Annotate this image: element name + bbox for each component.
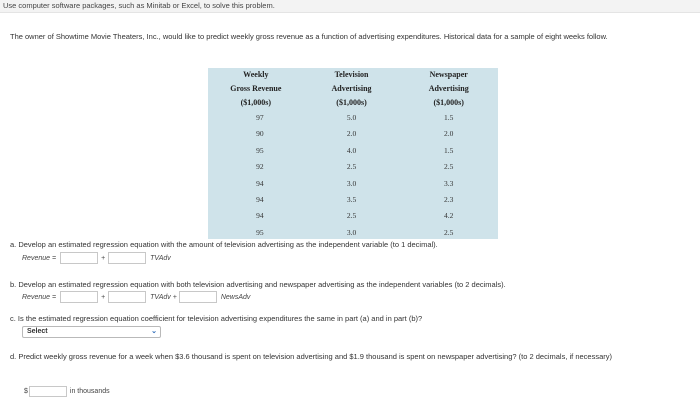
table-row	[208, 192, 498, 208]
table-cell: 92	[256, 162, 264, 172]
table-cell: 1.5	[444, 145, 454, 155]
question-d: d. Predict weekly gross revenue for a week when $3.6 thousand is spent on television advertising and $1.9 thousand is spent on newspaper advertising? (to 2 decimals, if necessary)	[10, 352, 613, 361]
intercept-b-input[interactable]	[60, 291, 98, 303]
table-cell: 2.3	[444, 195, 454, 205]
table-cell: 95	[256, 145, 264, 155]
unit-label: in thousands	[69, 388, 110, 395]
table-row	[208, 110, 498, 126]
header-revenue-1: Weekly	[243, 70, 269, 79]
problem-intro: The owner of Showtime Movie Theaters, Inc., would like to predict weekly gross revenue as a function of advertising expenditures. Historical data for a sample of eight weeks follow.	[10, 32, 608, 41]
plus-sign: +	[101, 254, 106, 262]
equation-b	[22, 291, 250, 303]
table-row	[208, 225, 498, 241]
header-tv-1: Television	[334, 70, 369, 79]
table-cell: 94	[256, 178, 264, 188]
select-value: Select	[27, 328, 48, 335]
table-cell: 3.0	[346, 227, 357, 237]
tv-coef-a-input[interactable]	[108, 252, 146, 264]
table-cell: 2.0	[444, 129, 454, 139]
answer-d	[24, 386, 110, 397]
header-news-1: Newspaper	[429, 70, 468, 79]
header-news-2: Advertising	[428, 84, 469, 93]
tvadv-label: TVAdv +	[150, 293, 177, 301]
revenue-label: Revenue =	[22, 293, 57, 301]
header-tv-2: Advertising	[331, 84, 372, 93]
table-row	[208, 143, 498, 159]
table-cell: 3.3	[444, 178, 454, 188]
table-cell: 2.0	[346, 129, 357, 139]
news-coef-b-input[interactable]	[179, 291, 217, 303]
header-tv-3: ($1,000s)	[336, 98, 367, 107]
table-cell: 3.0	[346, 178, 357, 188]
instructions-bar	[0, 0, 700, 13]
newsadv-label: NewsAdv	[220, 293, 251, 301]
table-cell: 95	[256, 227, 264, 237]
question-b: b. Develop an estimated regression equation with both television advertising and newspaper advertising as the independent variables (to 2 decimals).	[10, 280, 506, 289]
table-cell: 2.5	[346, 211, 357, 221]
table-row	[208, 208, 498, 224]
answer-c-select[interactable]	[22, 326, 161, 338]
table-cell: 97	[256, 113, 264, 122]
table-cell: 94	[256, 211, 264, 221]
header-revenue-3: ($1,000s)	[240, 98, 272, 107]
table-row	[208, 176, 498, 192]
plus-sign: +	[101, 293, 106, 301]
tvadv-label: TVAdv	[150, 254, 171, 262]
prediction-input[interactable]	[29, 386, 67, 397]
table-cell: 2.5	[444, 162, 454, 172]
dollar-sign: $	[24, 388, 28, 395]
instructions-text: Use computer software packages, such as Minitab or Excel, to solve this problem.	[3, 1, 275, 10]
chevron-down-icon: ⌄	[151, 328, 157, 335]
table-cell: 94	[256, 195, 264, 205]
header-revenue-2: Gross Revenue	[230, 84, 282, 93]
tv-coef-b-input[interactable]	[108, 291, 146, 303]
table-cell: 4.2	[444, 211, 454, 221]
table-row	[208, 126, 498, 142]
table-cell: 2.5	[444, 227, 454, 237]
intercept-a-input[interactable]	[60, 252, 98, 264]
equation-a	[22, 252, 171, 264]
header-news-3: ($1,000s)	[433, 98, 464, 107]
revenue-label: Revenue =	[22, 254, 57, 262]
table-cell: 3.5	[346, 195, 357, 205]
table-cell: 2.5	[346, 162, 357, 172]
table-cell: 5.0	[346, 113, 357, 122]
table-row	[208, 159, 498, 175]
table-cell: 1.5	[444, 113, 454, 122]
table-cell: 4.0	[346, 145, 357, 155]
table-cell: 90	[256, 129, 264, 139]
question-c: c. Is the estimated regression equation coefficient for television advertising expenditures the same in part (a) and in part (b)?	[10, 314, 423, 323]
data-table	[208, 68, 498, 239]
question-a: a. Develop an estimated regression equation with the amount of television advertising as the independent variable (to 1 decimal).	[10, 240, 438, 249]
